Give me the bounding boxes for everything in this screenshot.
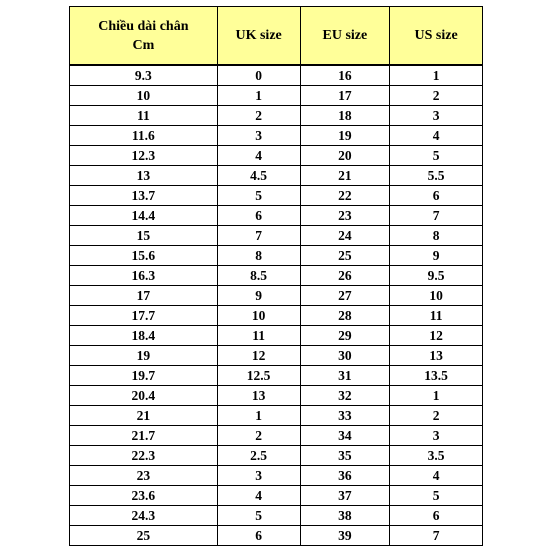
cell-us-size: 4 <box>390 466 483 486</box>
cell-uk-size: 4.5 <box>217 166 300 186</box>
cell-us-size: 2 <box>390 406 483 426</box>
cell-us-size: 9.5 <box>390 266 483 286</box>
table-row <box>70 246 483 266</box>
cell-eu-size: 26 <box>300 266 390 286</box>
cell-uk-size: 9 <box>217 286 300 306</box>
cell-us-size: 6 <box>390 506 483 526</box>
cell-foot-length: 19.7 <box>70 366 218 386</box>
cell-eu-size: 28 <box>300 306 390 326</box>
cell-eu-size: 31 <box>300 366 390 386</box>
cell-foot-length: 15 <box>70 226 218 246</box>
cell-us-size: 12 <box>390 326 483 346</box>
cell-uk-size: 3 <box>217 466 300 486</box>
cell-us-size: 3 <box>390 426 483 446</box>
cell-foot-length: 24.3 <box>70 506 218 526</box>
cell-us-size: 13.5 <box>390 366 483 386</box>
cell-foot-length: 21.7 <box>70 426 218 446</box>
header-us-size: US size <box>390 7 483 66</box>
cell-uk-size: 2 <box>217 106 300 126</box>
cell-eu-size: 22 <box>300 186 390 206</box>
table-row <box>70 506 483 526</box>
cell-us-size: 5.5 <box>390 166 483 186</box>
table-row <box>70 466 483 486</box>
cell-foot-length: 13.7 <box>70 186 218 206</box>
cell-eu-size: 19 <box>300 126 390 146</box>
cell-foot-length: 22.3 <box>70 446 218 466</box>
cell-eu-size: 18 <box>300 106 390 126</box>
table-row <box>70 126 483 146</box>
header-uk-size: UK size <box>217 7 300 66</box>
cell-uk-size: 12.5 <box>217 366 300 386</box>
cell-eu-size: 34 <box>300 426 390 446</box>
cell-uk-size: 5 <box>217 506 300 526</box>
cell-foot-length: 12.3 <box>70 146 218 166</box>
size-rows <box>70 65 483 546</box>
table-row <box>70 326 483 346</box>
table-row <box>70 186 483 206</box>
cell-uk-size: 7 <box>217 226 300 246</box>
cell-uk-size: 8 <box>217 246 300 266</box>
cell-foot-length: 17.7 <box>70 306 218 326</box>
cell-foot-length: 23.6 <box>70 486 218 506</box>
cell-foot-length: 11 <box>70 106 218 126</box>
cell-us-size: 1 <box>390 65 483 86</box>
cell-uk-size: 6 <box>217 526 300 546</box>
table-row <box>70 386 483 406</box>
cell-eu-size: 33 <box>300 406 390 426</box>
cell-uk-size: 13 <box>217 386 300 406</box>
cell-uk-size: 8.5 <box>217 266 300 286</box>
cell-uk-size: 3 <box>217 126 300 146</box>
cell-eu-size: 16 <box>300 65 390 86</box>
cell-foot-length: 15.6 <box>70 246 218 266</box>
cell-eu-size: 32 <box>300 386 390 406</box>
table-row <box>70 146 483 166</box>
table-row <box>70 526 483 546</box>
cell-eu-size: 20 <box>300 146 390 166</box>
table-row <box>70 406 483 426</box>
cell-uk-size: 5 <box>217 186 300 206</box>
table-row <box>70 106 483 126</box>
cell-foot-length: 9.3 <box>70 65 218 86</box>
cell-us-size: 7 <box>390 206 483 226</box>
cell-eu-size: 25 <box>300 246 390 266</box>
cell-eu-size: 36 <box>300 466 390 486</box>
cell-eu-size: 24 <box>300 226 390 246</box>
table-row <box>70 286 483 306</box>
cell-uk-size: 12 <box>217 346 300 366</box>
cell-uk-size: 1 <box>217 86 300 106</box>
cell-uk-size: 1 <box>217 406 300 426</box>
shoe-size-table <box>69 6 483 546</box>
cell-foot-length: 16.3 <box>70 266 218 286</box>
cell-us-size: 6 <box>390 186 483 206</box>
cell-us-size: 3.5 <box>390 446 483 466</box>
cell-us-size: 8 <box>390 226 483 246</box>
cell-uk-size: 6 <box>217 206 300 226</box>
cell-uk-size: 2 <box>217 426 300 446</box>
cell-foot-length: 21 <box>70 406 218 426</box>
cell-uk-size: 4 <box>217 146 300 166</box>
cell-eu-size: 29 <box>300 326 390 346</box>
cell-foot-length: 17 <box>70 286 218 306</box>
cell-eu-size: 30 <box>300 346 390 366</box>
header-eu-size: EU size <box>300 7 390 66</box>
cell-us-size: 4 <box>390 126 483 146</box>
cell-uk-size: 11 <box>217 326 300 346</box>
cell-foot-length: 14.4 <box>70 206 218 226</box>
cell-us-size: 7 <box>390 526 483 546</box>
cell-eu-size: 21 <box>300 166 390 186</box>
cell-uk-size: 4 <box>217 486 300 506</box>
cell-us-size: 13 <box>390 346 483 366</box>
cell-foot-length: 13 <box>70 166 218 186</box>
table-row <box>70 366 483 386</box>
cell-uk-size: 2.5 <box>217 446 300 466</box>
table-row <box>70 166 483 186</box>
header-row <box>70 7 483 66</box>
cell-eu-size: 37 <box>300 486 390 506</box>
cell-foot-length: 11.6 <box>70 126 218 146</box>
table-row <box>70 426 483 446</box>
cell-us-size: 1 <box>390 386 483 406</box>
cell-us-size: 9 <box>390 246 483 266</box>
table-row <box>70 65 483 86</box>
cell-us-size: 2 <box>390 86 483 106</box>
cell-us-size: 3 <box>390 106 483 126</box>
cell-uk-size: 0 <box>217 65 300 86</box>
cell-us-size: 5 <box>390 146 483 166</box>
table-row <box>70 86 483 106</box>
table-row <box>70 226 483 246</box>
table-row <box>70 266 483 286</box>
cell-eu-size: 23 <box>300 206 390 226</box>
cell-foot-length: 20.4 <box>70 386 218 406</box>
cell-us-size: 5 <box>390 486 483 506</box>
header-foot-length: Chiều dài chân Cm <box>70 7 218 66</box>
cell-eu-size: 38 <box>300 506 390 526</box>
table-row <box>70 306 483 326</box>
cell-foot-length: 18.4 <box>70 326 218 346</box>
cell-eu-size: 35 <box>300 446 390 466</box>
table-row <box>70 206 483 226</box>
cell-foot-length: 23 <box>70 466 218 486</box>
table-row <box>70 346 483 366</box>
cell-foot-length: 19 <box>70 346 218 366</box>
cell-foot-length: 25 <box>70 526 218 546</box>
cell-eu-size: 17 <box>300 86 390 106</box>
table-row <box>70 446 483 466</box>
table-row <box>70 486 483 506</box>
cell-eu-size: 39 <box>300 526 390 546</box>
cell-foot-length: 10 <box>70 86 218 106</box>
cell-us-size: 11 <box>390 306 483 326</box>
cell-eu-size: 27 <box>300 286 390 306</box>
cell-us-size: 10 <box>390 286 483 306</box>
cell-uk-size: 10 <box>217 306 300 326</box>
